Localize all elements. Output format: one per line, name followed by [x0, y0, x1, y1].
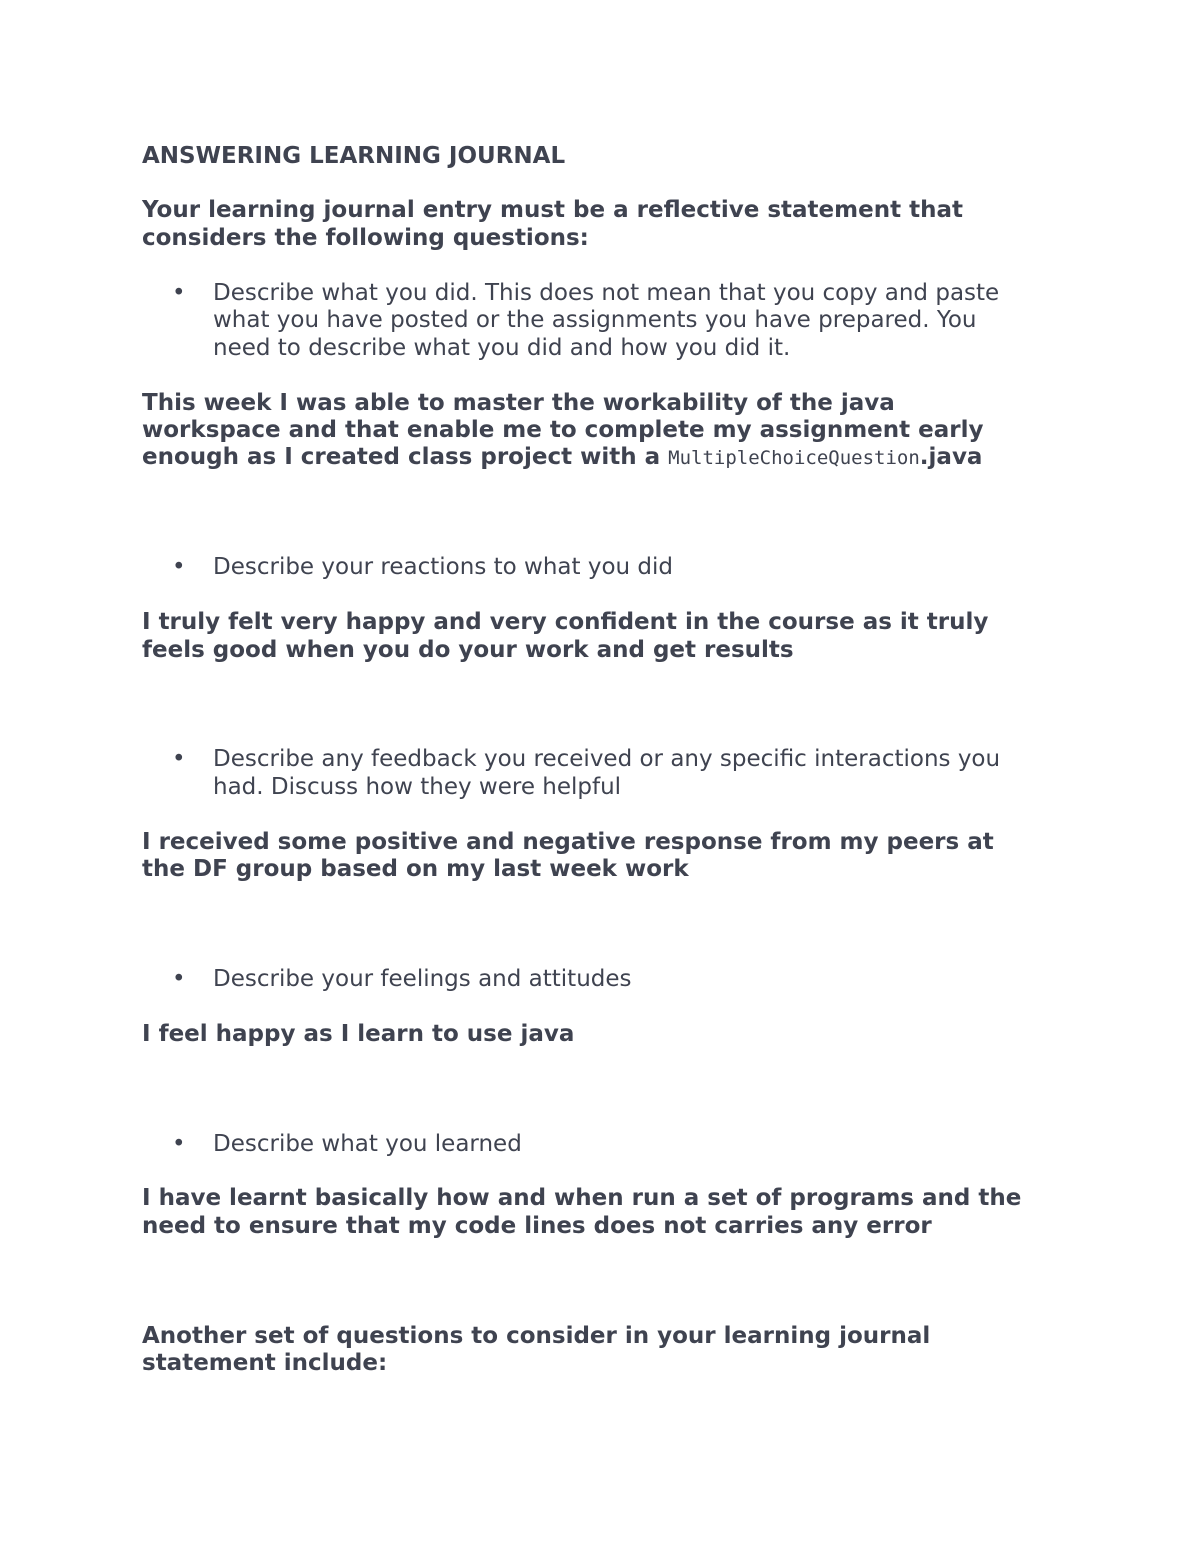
code-class-name: MultipleChoiceQuestion	[668, 447, 920, 469]
answer-line-text: enough as I created class project with a	[142, 444, 669, 470]
bullet-icon: •	[172, 1131, 186, 1157]
question-line: Describe what you did. This does not mean that you copy and paste	[213, 280, 1000, 306]
question-line: what you have posted or the assignments you have prepared. You	[213, 307, 977, 333]
question-line: need to describe what you did and how you did it.	[213, 335, 791, 361]
question-line: Describe your feelings and attitudes	[213, 966, 632, 992]
intro-line-1: Your learning journal entry must be a reflective statement that	[142, 197, 963, 223]
bullet-icon: •	[172, 966, 186, 992]
answer-line: the DF group based on my last week work	[142, 856, 689, 882]
answer-line: I received some positive and negative response from my peers at	[142, 829, 994, 855]
bullet-icon: •	[172, 554, 186, 580]
question-line: Describe your reactions to what you did	[213, 554, 673, 580]
answer-line: This week I was able to master the workability of the java	[142, 390, 895, 416]
answer-line: I feel happy as I learn to use java	[142, 1021, 575, 1047]
question-line: had. Discuss how they were helpful	[213, 774, 622, 800]
closing-line-1: Another set of questions to consider in your learning journal	[142, 1323, 931, 1349]
answer-line: I have learnt basically how and when run a set of programs and the	[142, 1185, 1022, 1211]
code-file-extension: .java	[919, 444, 983, 470]
answer-line: workspace and that enable me to complete my assignment early	[142, 417, 984, 443]
question-line: Describe any feedback you received or any specific interactions you	[213, 746, 1001, 772]
document-title: ANSWERING LEARNING JOURNAL	[142, 143, 566, 169]
closing-line-2: statement include:	[142, 1350, 388, 1376]
answer-line-with-code	[142, 443, 982, 472]
bullet-icon: •	[172, 746, 186, 772]
intro-line-2: considers the following questions:	[142, 225, 589, 251]
answer-line: need to ensure that my code lines does not carries any error	[142, 1213, 932, 1239]
answer-line: feels good when you do your work and get results	[142, 637, 794, 663]
answer-line: I truly felt very happy and very confident in the course as it truly	[142, 609, 989, 635]
bullet-icon: •	[172, 280, 186, 306]
question-line: Describe what you learned	[213, 1131, 522, 1157]
